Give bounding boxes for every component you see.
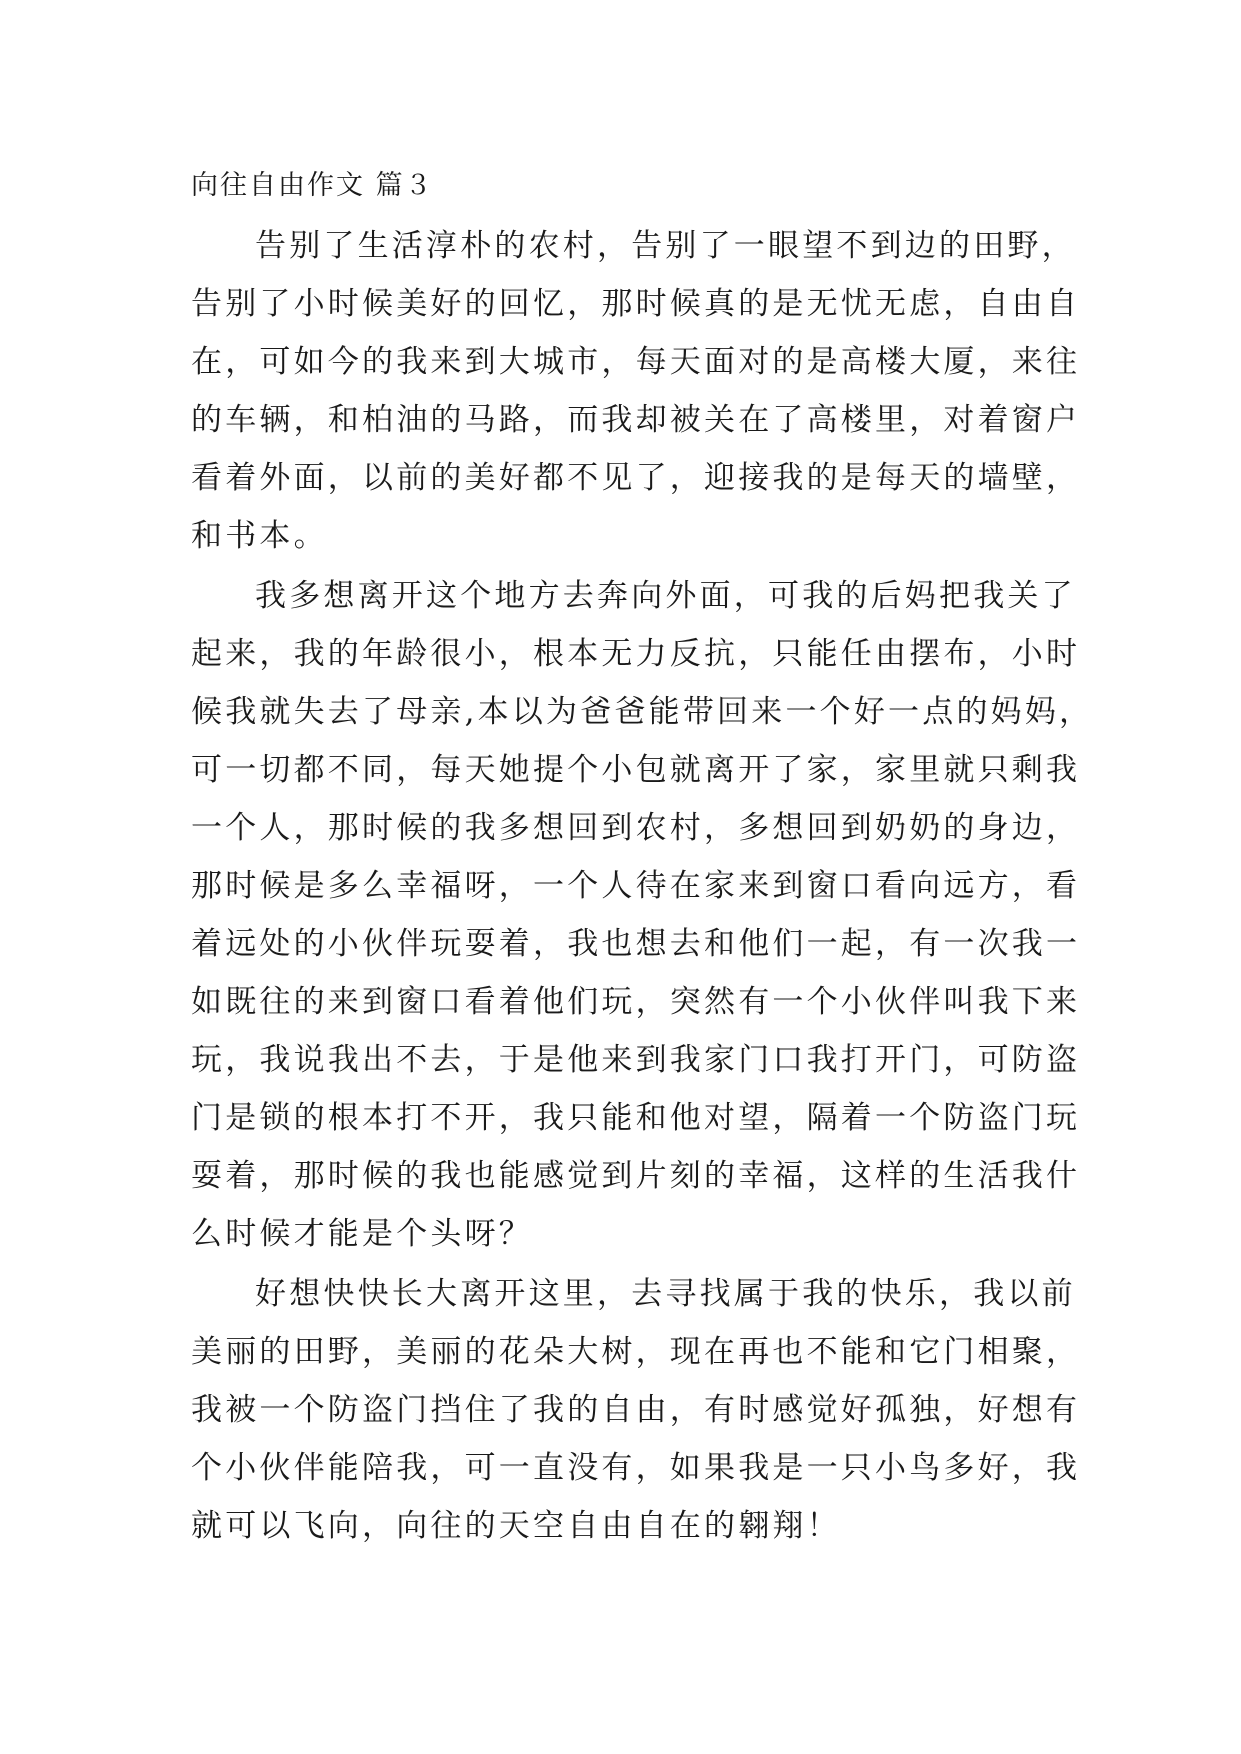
- paragraph-line: 美丽的田野，美丽的花朵大树，现在再也不能和它门相聚，: [191, 1334, 1081, 1370]
- paragraph-line: 的车辆，和柏油的马路，而我却被关在了高楼里，对着窗户: [191, 402, 1081, 438]
- paragraph-line: 个小伙伴能陪我，可一直没有，如果我是一只小鸟多好，我: [191, 1450, 1081, 1486]
- paragraph-line: 我被一个防盗门挡住了我的自由，有时感觉好孤独，好想有: [191, 1392, 1081, 1428]
- paragraph-line: 起来，我的年龄很小，根本无力反抗，只能任由摆布，小时: [191, 636, 1081, 672]
- paragraph-line: 着远处的小伙伴玩耍着，我也想去和他们一起，有一次我一: [191, 926, 1081, 962]
- paragraph-line: 在，可如今的我来到大城市，每天面对的是高楼大厦，来往: [191, 344, 1081, 380]
- paragraph-line: 耍着，那时候的我也能感觉到片刻的幸福，这样的生活我什: [191, 1158, 1081, 1194]
- document-title: 向往自由作文 篇３: [191, 170, 434, 201]
- paragraph-line: 门是锁的根本打不开，我只能和他对望，隔着一个防盗门玩: [191, 1100, 1081, 1136]
- paragraph-line: 一个人，那时候的我多想回到农村，多想回到奶奶的身边，: [191, 810, 1081, 846]
- paragraph-line: 如既往的来到窗口看着他们玩，突然有一个小伙伴叫我下来: [191, 984, 1081, 1020]
- paragraph-line: 候我就失去了母亲,本以为爸爸能带回来一个好一点的妈妈，: [191, 694, 1094, 730]
- paragraph-line: 看着外面，以前的美好都不见了，迎接我的是每天的墙壁，: [191, 460, 1081, 496]
- paragraph-line: 告别了生活淳朴的农村，告别了一眼望不到边的田野，: [255, 228, 1076, 264]
- paragraph-line: 玩，我说我出不去，于是他来到我家门口我打开门，可防盗: [191, 1042, 1081, 1078]
- paragraph-line: 我多想离开这个地方去奔向外面，可我的后妈把我关了: [255, 578, 1076, 614]
- paragraph-line: 和书本。: [191, 518, 328, 554]
- paragraph-line: 告别了小时候美好的回忆，那时候真的是无忧无虑，自由自: [191, 286, 1081, 322]
- paragraph-line: 那时候是多么幸福呀，一个人待在家来到窗口看向远方，看: [191, 868, 1081, 904]
- paragraph-line: 么时候才能是个头呀？: [191, 1216, 533, 1252]
- paragraph-line: 就可以飞向，向往的天空自由自在的翱翔！: [191, 1508, 841, 1544]
- paragraph-line: 可一切都不同，每天她提个小包就离开了家，家里就只剩我: [191, 752, 1081, 788]
- paragraph-line: 好想快快长大离开这里，去寻找属于我的快乐，我以前: [255, 1276, 1076, 1312]
